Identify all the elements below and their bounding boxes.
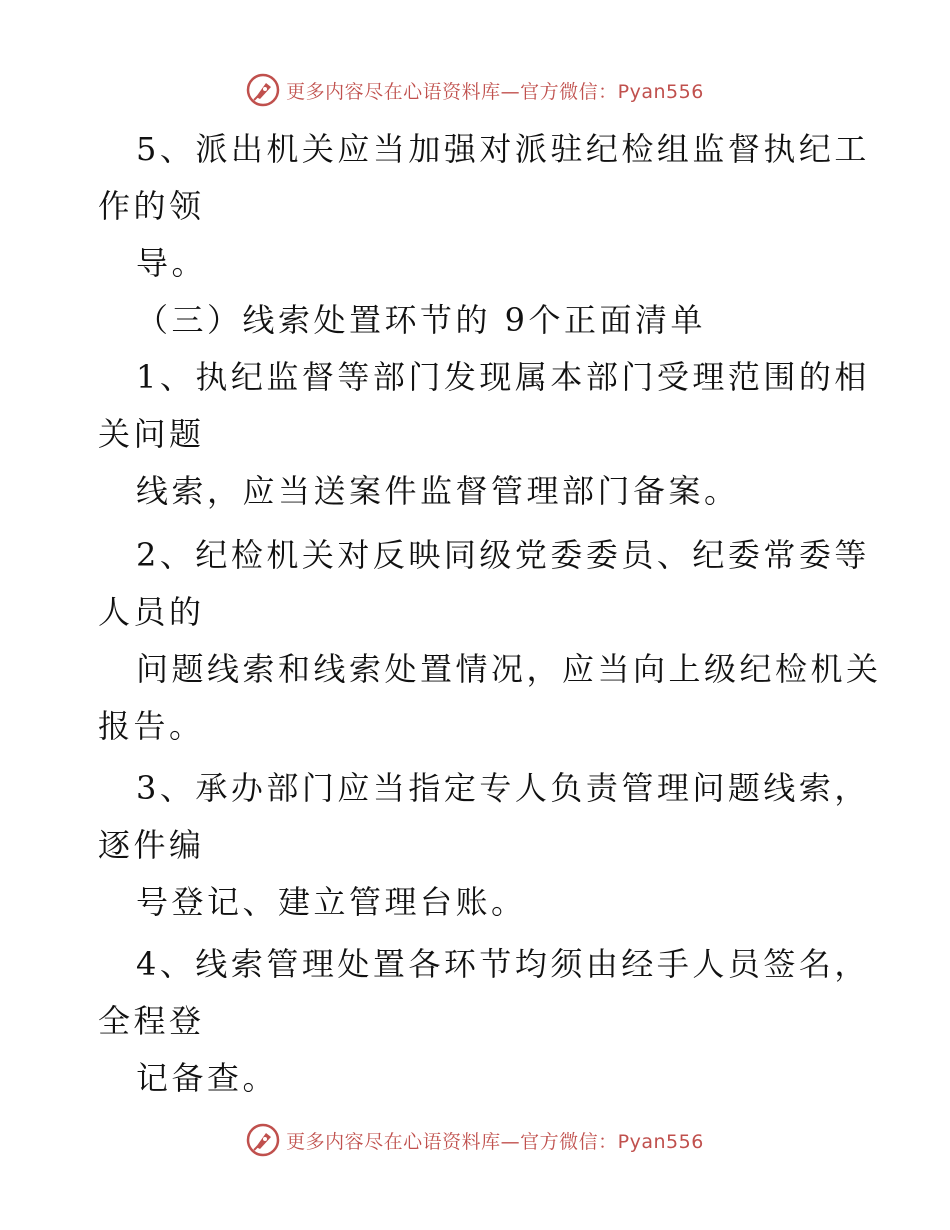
body-line: 报告。 [98,707,205,745]
body-line: 逐件编 [98,826,205,864]
body-line: 人员的 [98,593,205,631]
pen-nib-logo-icon [246,73,280,107]
body-line: 问题线索和线索处置情况，应当向上级纪检机关 [136,650,882,688]
body-line: 2、纪检机关对反映同级党委委员、纪委常委等 [136,536,870,574]
section-heading: （三）线索处置环节的 9个正面清单 [136,301,707,339]
footer-banner [246,1123,704,1157]
pen-nib-logo-icon [246,1123,280,1157]
body-line: 5、派出机关应当加强对派驻纪检组监督执纪工 [136,130,870,168]
body-line: 关问题 [98,415,205,453]
body-line: 全程登 [98,1002,205,1040]
body-line: 作的领 [98,187,205,225]
body-line: 线索，应当送案件监督管理部门备案。 [136,472,740,510]
header-banner [246,73,704,107]
header-banner-text: 更多内容尽在心语资料库—官方微信：Pyan556 [286,80,704,103]
body-line: 4、线索管理处置各环节均须由经手人员签名， [136,945,870,983]
body-line: 号登记、建立管理台账。 [136,883,527,921]
footer-banner-text: 更多内容尽在心语资料库—官方微信：Pyan556 [286,1130,704,1153]
body-line: 导。 [136,244,208,282]
page-header [0,70,950,110]
body-line: 记备查。 [136,1059,279,1097]
page-footer [0,1120,950,1160]
body-line: 3、承办部门应当指定专人负责管理问题线索， [136,769,870,807]
body-line: 1、执纪监督等部门发现属本部门受理范围的相 [136,358,870,396]
